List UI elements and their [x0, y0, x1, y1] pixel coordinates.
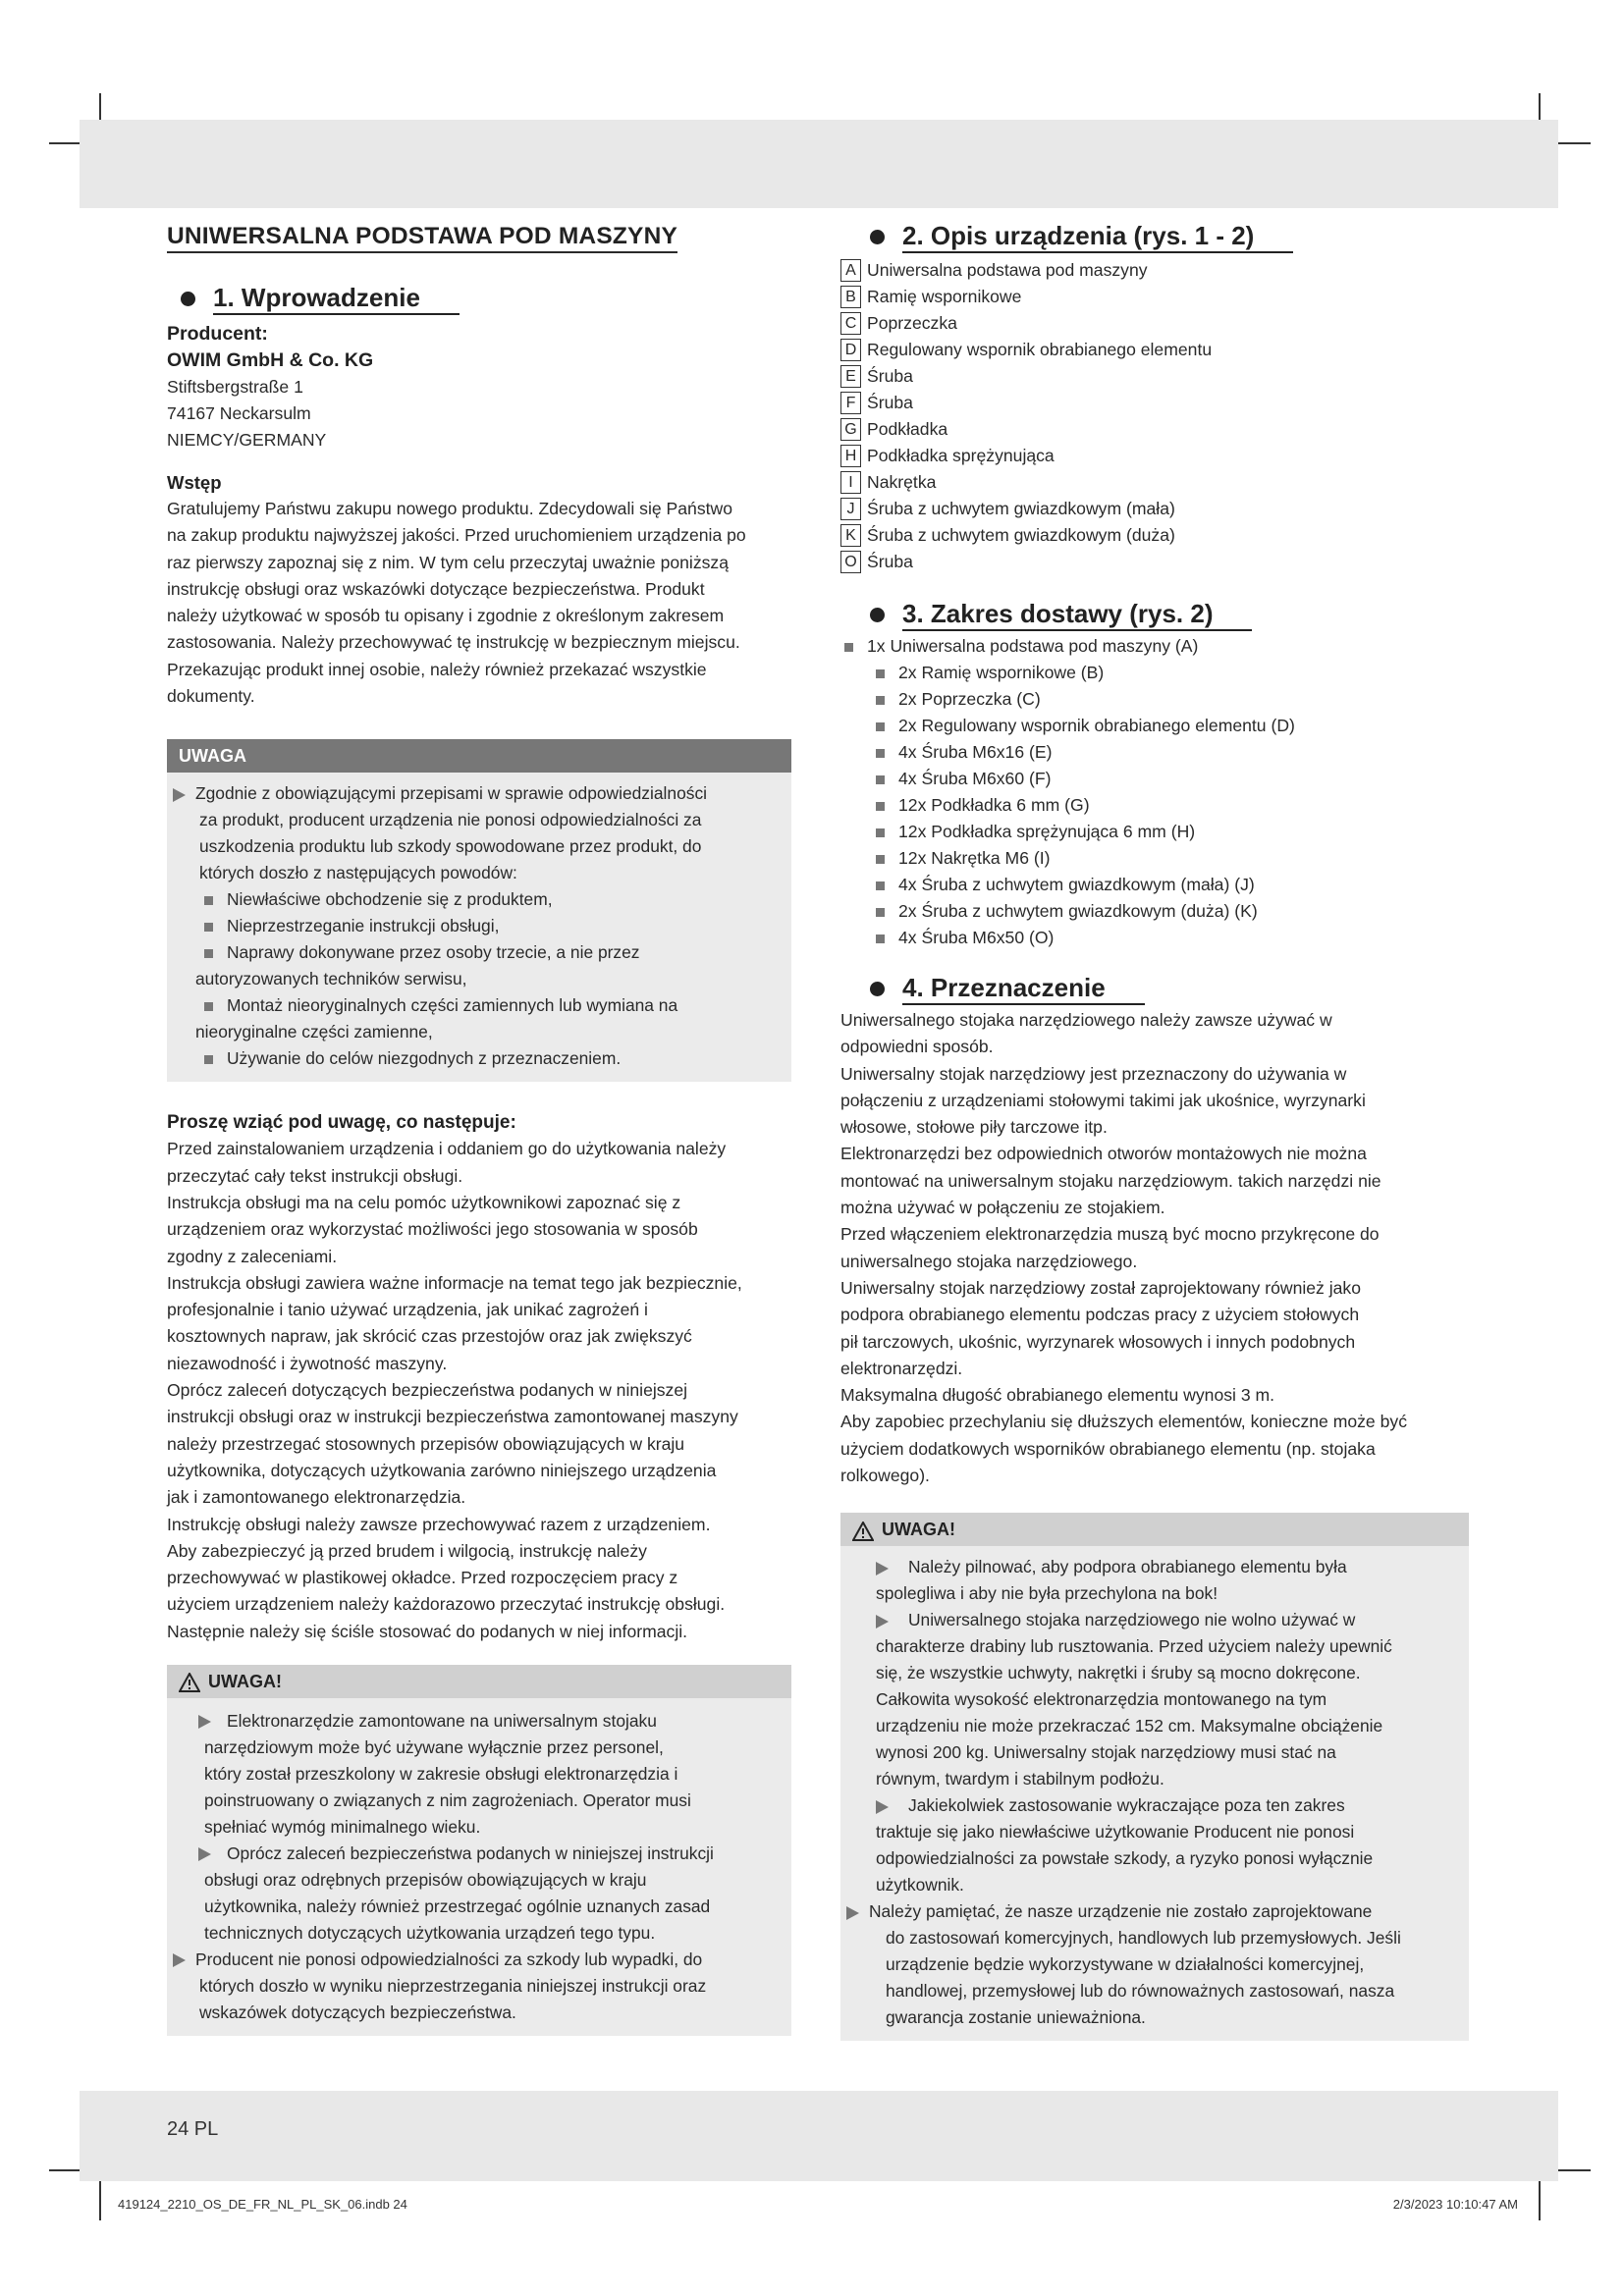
part-letter: C [840, 312, 861, 335]
text-line: Maksymalna długość obrabianego elementu wynosi 3 m. [840, 1385, 1275, 1406]
header-band [80, 120, 1558, 208]
list-item: 2x Ramię wspornikowe (B) [840, 660, 1469, 686]
square-bullet-icon [876, 881, 885, 890]
square-bullet-icon [204, 1055, 213, 1064]
bullet-icon [181, 292, 195, 306]
text-line: zastosowania. Należy przechowywać tę instrukcję w bezpiecznym miejscu. [167, 632, 740, 653]
warning-triangle-icon [852, 1522, 874, 1541]
part-letter: I [840, 471, 861, 494]
text-line: instrukcję obsługi oraz wskazówki dotyczące bezpieczeństwa. Produkt [167, 578, 705, 599]
text-line: zgodny z zaleceniami. [167, 1246, 338, 1266]
part-item: I Nakrętka [840, 469, 1469, 496]
square-bullet-icon [204, 949, 213, 958]
arrow-bullet-icon [876, 1615, 889, 1629]
list-item: 12x Podkładka sprężynująca 6 mm (H) [840, 819, 1469, 845]
square-bullet-icon [876, 722, 885, 731]
section-description-heading [840, 221, 1469, 253]
square-bullet-icon [876, 802, 885, 811]
delivery-list [840, 633, 1469, 951]
crop-mark [1553, 142, 1591, 144]
list-item: 4x Śruba M6x60 (F) [840, 766, 1469, 792]
section-introduction-heading [167, 283, 791, 315]
text-line: kosztownych napraw, jak skrócić czas przestojów oraz jak zwiększyć [167, 1326, 692, 1347]
text-line: Instrukcja obsługi ma na celu pomóc użytkownikowi zapoznać się z [167, 1192, 681, 1212]
arrow-bullet-icon [198, 1847, 211, 1861]
list-item: 2x Poprzeczka (C) [840, 686, 1469, 713]
list-item: 2x Śruba z uchwytem gwiazdkowym (duża) (K) [840, 898, 1469, 925]
part-item: D Regulowany wspornik obrabianego elementu [840, 337, 1469, 363]
list-item: 4x Śruba z uchwytem gwiazdkowym (mała) (J) [840, 872, 1469, 898]
part-letter: G [840, 418, 861, 441]
warning-body [167, 1698, 791, 2036]
text-line: których doszło z następujących powodów: [199, 863, 517, 883]
text-line: Aby zapobiec przechylaniu się dłuższych elementów, konieczne może być [840, 1412, 1407, 1432]
warning-body [167, 773, 791, 1082]
text-line: za produkt, producent urządzenia nie ponosi odpowiedzialności za [199, 810, 702, 830]
part-letter: E [840, 365, 861, 388]
text-line: połączeniu z urządzeniami stołowymi takimi jak ukośnice, wyrzynarki [840, 1090, 1366, 1110]
section-title: 2. Opis urządzenia (rys. 1 - 2) [902, 221, 1293, 253]
warning-triangle-icon [179, 1673, 200, 1692]
text-line: Gratulujemy Państwu zakupu nowego produktu. Zdecydowali się Państwo [167, 499, 733, 518]
text-line: włosowe, stołowe piły tarczowe itp. [840, 1117, 1108, 1138]
warning-title: UWAGA [167, 739, 791, 773]
warning-title-bar [840, 1513, 1469, 1546]
square-bullet-icon [204, 896, 213, 905]
square-bullet-icon [876, 908, 885, 917]
part-letter: F [840, 392, 861, 414]
section-delivery-heading [840, 599, 1469, 631]
text-line: montować na uniwersalnym stojaku narzędziowym. takich narzędzi nie [840, 1170, 1381, 1191]
part-item: C Poprzeczka [840, 310, 1469, 337]
part-item: K Śruba z uchwytem gwiazdkowym (duża) [840, 522, 1469, 549]
text-line: uniwersalnego stojaka narzędziowego. [840, 1251, 1138, 1271]
text-line: urządzeniem oraz wykorzystać możliwości jego stosowania w sposób [167, 1219, 698, 1240]
text-line: Uniwersalny stojak narzędziowy został zaprojektowany również jako [840, 1277, 1362, 1298]
square-bullet-icon [876, 775, 885, 784]
list-item: 12x Podkładka 6 mm (G) [840, 792, 1469, 819]
address-line: Stiftsbergstraße 1 [167, 377, 303, 397]
part-item: A Uniwersalna podstawa pod maszyny [840, 257, 1469, 284]
document-title: UNIWERSALNA PODSTAWA POD MASZYNY [167, 223, 677, 253]
list-item: Nieprzestrzeganie instrukcji obsługi, [204, 913, 791, 939]
text-line: jak i zamontowanego elektronarzędzia. [167, 1487, 466, 1508]
warning-body [840, 1546, 1469, 2041]
part-item: O Śruba [840, 549, 1469, 575]
text-line: podpora obrabianego elementu podczas pracy z użyciem stołowych [840, 1305, 1360, 1325]
part-item: B Ramię wspornikowe [840, 284, 1469, 310]
notes-text [167, 1136, 791, 1645]
preface-title: Wstęp [167, 472, 222, 493]
preface-text [167, 496, 791, 710]
text-line: Przed zainstalowaniem urządzenia i oddaniem go do użytkowania należy [167, 1139, 727, 1159]
text-line: Uniwersalnego stojaka narzędziowego należy zawsze używać w [840, 1010, 1332, 1030]
list-item: Należy pilnować, aby podpora obrabianego elementu była spolegliwa i aby nie była przechylona na bok! [876, 1557, 1347, 1604]
page-number: 24 PL [167, 2118, 219, 2140]
bullet-icon [870, 608, 885, 622]
print-timestamp: 2/3/2023 10:10:47 AM [1392, 2197, 1518, 2212]
text-line: Przekazując produkt innej osobie, należy również przekazać wszystkie [167, 659, 707, 679]
list-item: Producent nie ponosi odpowiedzialności za szkody lub wypadki, do których doszło w wyniku nieprzestrzegania niniejszej instrukcji oraz wskazówek dotyczących bezpieczeństwa. [167, 1947, 791, 2026]
arrow-bullet-icon [173, 788, 186, 802]
footer-band [80, 2091, 1558, 2181]
warning-title: UWAGA! [208, 1672, 282, 1692]
parts-list [840, 257, 1469, 575]
square-bullet-icon [844, 643, 853, 652]
text-line: pił tarczowych, ukośnic, wyrzynarek włosowych i innych podobnych [840, 1331, 1356, 1352]
list-item: 2x Regulowany wspornik obrabianego elementu (D) [840, 713, 1469, 739]
part-item: H Podkładka sprężynująca [840, 443, 1469, 469]
list-item: 4x Śruba M6x50 (O) [840, 925, 1469, 951]
warning-intro [167, 780, 791, 886]
text-line: na zakup produktu najwyższej jakości. Przed uruchomieniem urządzenia po [167, 525, 746, 546]
part-letter: B [840, 286, 861, 308]
part-item: E Śruba [840, 363, 1469, 390]
square-bullet-icon [204, 1002, 213, 1011]
text-line: można używać w połączeniu ze stojakiem. [840, 1198, 1165, 1218]
warning-title: UWAGA! [882, 1520, 955, 1540]
text-line: przeczytać cały tekst instrukcji obsługi. [167, 1165, 463, 1186]
text-line: należy przestrzegać stosownych przepisów obowiązujących w kraju [167, 1433, 685, 1454]
list-item: Należy pamiętać, że nasze urządzenie nie zostało zaprojektowane do zastosowań komercyjnych, handlowych lub przemysłowych. Jeśli urządzenie będzie wykorzystywane w działalności komercyjnej, handlowej, przemysłowej lub do równoważnych zastosowań, nasza gwarancja zostanie unieważniona. [840, 1898, 1469, 2031]
part-letter: K [840, 524, 861, 547]
list-item: Montaż nieoryginalnych części zamiennych lub wymiana na nieoryginalne części zamienne, [195, 995, 678, 1042]
part-letter: A [840, 259, 861, 282]
arrow-bullet-icon [876, 1800, 889, 1814]
text-line: Aby zabezpieczyć ją przed brudem i wilgocią, instrukcję należy [167, 1540, 647, 1561]
warning-box-usage [840, 1513, 1469, 2041]
list-item: Jakiekolwiek zastosowanie wykraczające poza ten zakres traktuje się jako niewłaściwe użytkowanie Producent nie ponosi odpowiedzialności za powstałe szkody, a ryzyko ponosi wyłącznie użytkownik. [876, 1795, 1374, 1896]
purpose-text [840, 1007, 1469, 1489]
warning-box-operators [167, 1665, 791, 2036]
text-line: Instrukcję obsługi należy zawsze przechowywać razem z urządzeniem. [167, 1514, 711, 1534]
crop-mark [1553, 2169, 1591, 2171]
square-bullet-icon [876, 749, 885, 758]
list-item: Uniwersalnego stojaka narzędziowego nie wolno używać w charakterze drabiny lub rusztowania. Przed użyciem należy upewnić się, że wszystkie uchwyty, nakrętki i śruby są mocno dokręcone. Całkowita wysokość elektronarzędzia montowanego na tym urządzeniu nie może przekraczać 152 cm. Maksymalne obciążenie wynosi 200 kg. Uniwersalny stojak narzędziowy musi stać na równym, twardym i stabilnym podłożu. [876, 1610, 1392, 1789]
part-item: G Podkładka [840, 416, 1469, 443]
section-title: 4. Przeznaczenie [902, 973, 1145, 1005]
square-bullet-icon [876, 696, 885, 705]
bullet-icon [870, 982, 885, 996]
left-column [167, 221, 791, 2036]
text-line: instrukcji obsługi oraz w instrukcji bezpieczeństwa zamontowanej maszyny [167, 1407, 738, 1427]
list-item: Niewłaściwe obchodzenie się z produktem, [204, 886, 791, 913]
notes-title: Proszę wziąć pod uwagę, co następuje: [167, 1112, 516, 1134]
list-item: Używanie do celów niezgodnych z przeznaczeniem. [204, 1045, 791, 1072]
part-letter: D [840, 339, 861, 361]
print-file-slug: 419124_2210_OS_DE_FR_NL_PL_SK_06.indb 24 [118, 2197, 407, 2212]
section-purpose-heading [840, 973, 1469, 1005]
arrow-bullet-icon [198, 1715, 211, 1729]
part-letter: J [840, 498, 861, 520]
company-name: OWIM GmbH & Co. KG [167, 349, 374, 371]
text-line: użyciem dodatkowych wsporników obrabianego elementu (np. stojaka [840, 1438, 1376, 1459]
text-line: odpowiedni sposób. [840, 1037, 994, 1057]
text-line: Oprócz zaleceń dotyczących bezpieczeństwa podanych w niniejszej [167, 1380, 688, 1401]
arrow-bullet-icon [173, 1953, 186, 1967]
section-title: 1. Wprowadzenie [213, 283, 460, 315]
text-line: uszkodzenia produktu lub szkody spowodowane przez produkt, do [199, 836, 702, 857]
text-line: Uniwersalny stojak narzędziowy jest przeznaczony do używania w [840, 1063, 1347, 1084]
text-line: Następnie należy się ściśle stosować do podanych w niej informacji. [167, 1621, 688, 1641]
text-line: profesjonalnie i tanio używać urządzenia, jak unikać zagrożeń i [167, 1300, 648, 1320]
text-line: przechowywać w plastikowej okładce. Przed rozpoczęciem pracy z [167, 1568, 678, 1588]
square-bullet-icon [204, 923, 213, 932]
list-item: 1x Uniwersalna podstawa pod maszyny (A) [840, 633, 1469, 660]
text-line: niezawodność i żywotność maszyny. [167, 1353, 448, 1373]
arrow-bullet-icon [846, 1906, 859, 1920]
square-bullet-icon [876, 855, 885, 864]
part-letter: H [840, 445, 861, 467]
warning-list [167, 886, 791, 1072]
address-line: NIEMCY/GERMANY [167, 430, 327, 450]
section-title: 3. Zakres dostawy (rys. 2) [902, 599, 1252, 631]
square-bullet-icon [876, 828, 885, 837]
warning-box-liability [167, 739, 791, 1082]
right-column [840, 221, 1469, 2041]
text-line: rolkowego). [840, 1466, 930, 1486]
text-line: użyciem urządzeniem należy każdorazowo przeczytać instrukcję obsługi. [167, 1594, 726, 1615]
part-letter: O [840, 551, 861, 573]
text-line: użytkownika, dotyczących użytkowania zarówno niniejszego urządzenia [167, 1460, 717, 1480]
list-item: 12x Nakrętka M6 (I) [840, 845, 1469, 872]
address-line: 74167 Neckarsulm [167, 403, 311, 423]
producer-label: Producent: [167, 323, 268, 345]
text-line: elektronarzędzi. [840, 1358, 963, 1378]
square-bullet-icon [876, 669, 885, 678]
text-line: Przed włączeniem elektronarzędzia muszą być mocno przykręcone do [840, 1224, 1380, 1245]
list-item: Naprawy dokonywane przez osoby trzecie, a nie przez autoryzowanych techników serwisu, [195, 942, 640, 989]
text-line: Zgodnie z obowiązującymi przepisami w sprawie odpowiedzialności [195, 783, 707, 804]
list-item: 4x Śruba M6x16 (E) [840, 739, 1469, 766]
text-line: dokumenty. [167, 686, 255, 707]
square-bullet-icon [876, 934, 885, 943]
list-item: Elektronarzędzie zamontowane na uniwersalnym stojaku narzędziowym może być używane wyłącznie przez personel, który został przeszkolony w zakresie obsługi elektronarzędzia i poinstruowany o związanych z nim zagrożeniach. Operator musi spełniać wymóg minimalnego wieku. [167, 1708, 791, 1841]
list-item: Oprócz zaleceń bezpieczeństwa podanych w niniejszej instrukcji obsługi oraz odrębnych przepisów obowiązujących w kraju użytkownika, należy również przestrzegać ogólnie uznanych zasad technicznych dotyczących użytkowania urządzeń tego typu. [167, 1841, 791, 1947]
bullet-icon [870, 230, 885, 244]
crop-mark [99, 2181, 101, 2220]
text-line: raz pierwszy zapoznaj się z nim. W tym celu przeczytaj uważnie poniższą [167, 552, 730, 572]
part-item: J Śruba z uchwytem gwiazdkowym (mała) [840, 496, 1469, 522]
text-line: Elektronarzędzi bez odpowiednich otworów montażowych nie można [840, 1144, 1367, 1164]
crop-mark [1539, 2181, 1541, 2220]
text-line: należy użytkować w sposób tu opisany i zgodnie z określonym zakresem [167, 606, 725, 626]
part-item: F Śruba [840, 390, 1469, 416]
text-line: Instrukcja obsługi zawiera ważne informacje na temat tego jak bezpiecznie, [167, 1272, 742, 1293]
warning-title-bar [167, 1665, 791, 1698]
arrow-bullet-icon [876, 1562, 889, 1575]
